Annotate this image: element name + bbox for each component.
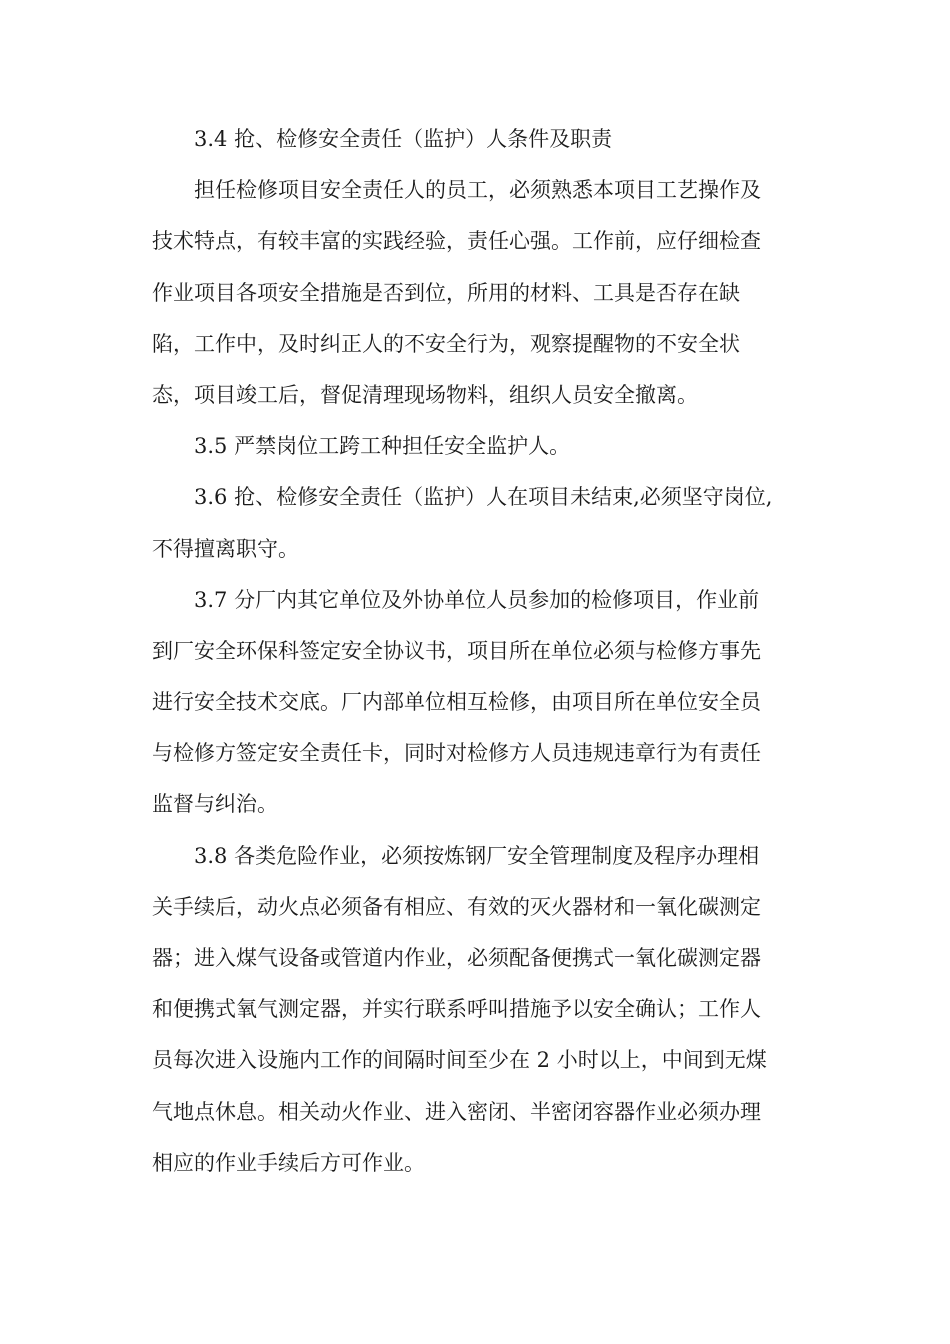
text-line: 陷，工作中，及时纠正人的不安全行为，观察提醒物的不安全状 <box>152 331 740 356</box>
text-line: 到厂安全环保科签定安全协议书，项目所在单位必须与检修方事先 <box>152 638 761 663</box>
text-line: 和便携式氧气测定器，并实行联系呼叫措施予以安全确认；工作人 <box>152 997 761 1022</box>
text-line: 3.6 抢、检修安全责任（监护）人在项目未结束,必须坚守岗位, <box>194 485 773 510</box>
text-line: 监督与纠治。 <box>152 792 278 817</box>
text-line: 不得擅离职守。 <box>152 536 299 561</box>
text-line: 3.4 抢、检修安全责任（监护）人条件及职责 <box>194 127 613 151</box>
text-line: 气地点休息。相关动火作业、进入密闭、半密闭容器作业必须办理 <box>152 1099 761 1124</box>
text-line: 与检修方签定安全责任卡，同时对检修方人员违规违章行为有责任 <box>152 741 761 766</box>
text-line: 3.5 严禁岗位工跨工种担任安全监护人。 <box>194 434 571 459</box>
text-line: 态，项目竣工后，督促清理现场物料，组织人员安全撤离。 <box>152 382 698 407</box>
text-line: 相应的作业手续后方可作业。 <box>152 1150 425 1175</box>
text-line: 进行安全技术交底。厂内部单位相互检修，由项目所在单位安全员 <box>152 690 761 715</box>
text-line: 作业项目各项安全措施是否到位，所用的材料、工具是否存在缺 <box>152 280 740 305</box>
text-line: 担任检修项目安全责任人的员工，必须熟悉本项目工艺操作及 <box>194 178 761 203</box>
text-line: 3.8 各类危险作业，必须按炼钢厂安全管理制度及程序办理相 <box>194 843 760 868</box>
document-body <box>152 114 800 1189</box>
text-line: 技术特点，有较丰富的实践经验，责任心强。工作前，应仔细检查 <box>152 229 761 254</box>
text-line: 关手续后，动火点必须备有相应、有效的灭火器材和一氧化碳测定 <box>152 894 761 919</box>
text-line: 员每次进入设施内工作的间隔时间至少在 2 小时以上，中间到无煤 <box>152 1048 767 1073</box>
text-line: 器；进入煤气设备或管道内作业，必须配备便携式一氧化碳测定器 <box>152 946 761 970</box>
text-line: 3.7 分厂内其它单位及外协单位人员参加的检修项目，作业前 <box>194 587 760 612</box>
